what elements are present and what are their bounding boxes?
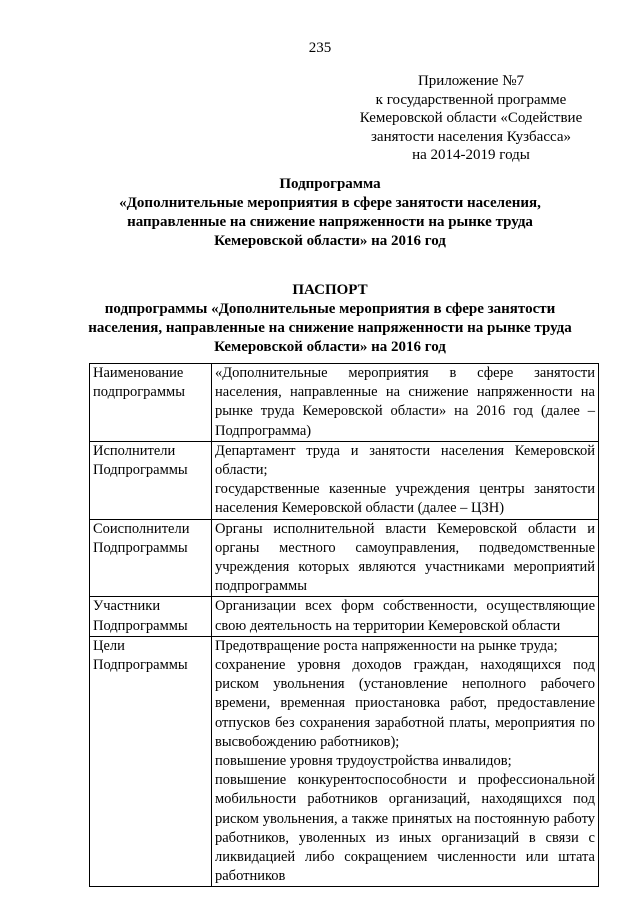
row-label: Соисполнители Подпрограммы bbox=[90, 519, 212, 597]
passport-title-line: населения, направленные на снижение напряженности на рынке труда bbox=[88, 320, 572, 336]
table-row bbox=[90, 519, 599, 597]
content-paragraph: Органы исполнительной власти Кемеровской области и органы местного самоуправления, подведомственные учреждения которых являются участниками мероприятий подпрограммы bbox=[215, 520, 595, 595]
appendix-line: занятости населения Кузбасса» bbox=[370, 128, 571, 145]
content-paragraph: государственные казенные учреждения центры занятости населения Кемеровской области (далее – ЦЗН) bbox=[215, 481, 595, 517]
passport-title-line: подпрограммы «Дополнительные мероприятия в сфере занятости bbox=[104, 301, 556, 317]
row-content bbox=[212, 441, 599, 519]
appendix-line: на 2014-2019 годы bbox=[412, 147, 530, 163]
row-content bbox=[212, 597, 599, 636]
row-label: Наименование подпрограммы bbox=[90, 364, 212, 442]
content-paragraph: повышение уровня трудоустройства инвалидов; bbox=[215, 753, 512, 770]
content-paragraph: Департамент труда и занятости населения Кемеровской области; bbox=[215, 442, 595, 479]
content-paragraph: повышение конкурентоспособности и профессиональной мобильности работников организаций, находящихся под риском увольнения, а также принятых на постоянную работу работников, уволенных из иных организаций в связи с ликвидацией либо сокращением численности или штата работников bbox=[215, 772, 595, 885]
row-content bbox=[212, 636, 599, 887]
row-content bbox=[212, 364, 599, 442]
content-paragraph: Предотвращение роста напряженности на рынке труда; bbox=[215, 637, 558, 654]
passport-table bbox=[89, 363, 599, 887]
subprogram-title-line: Кемеровской области» на 2016 год bbox=[214, 233, 446, 249]
content-paragraph: Организации всех форм собственности, осуществляющие свою деятельность на территории Кемеровской области bbox=[215, 598, 595, 634]
passport-title-line: Кемеровской области» на 2016 год bbox=[214, 339, 446, 355]
row-content bbox=[212, 519, 599, 597]
passport-title bbox=[60, 281, 600, 357]
table-row bbox=[90, 441, 599, 519]
row-label: Цели Подпрограммы bbox=[90, 636, 212, 887]
appendix-line: к государственной программе bbox=[375, 91, 567, 108]
table-row bbox=[90, 636, 599, 887]
row-label: Исполнители Подпрограммы bbox=[90, 441, 212, 519]
subprogram-title-line: Подпрограмма bbox=[279, 176, 381, 192]
appendix-line: Кемеровской области «Содействие bbox=[359, 110, 583, 126]
page-number: 235 bbox=[308, 40, 332, 56]
subprogram-title bbox=[60, 175, 600, 251]
table-row bbox=[90, 597, 599, 636]
content-paragraph: «Дополнительные мероприятия в сфере занятости населения, направленные на снижение напряженности на рынке труда Кемеровской области» на 2016 год (далее – Подпрограмма) bbox=[215, 365, 595, 439]
subprogram-title-line: «Дополнительные мероприятия в сфере занятости населения, bbox=[119, 195, 541, 211]
appendix-note bbox=[330, 72, 612, 165]
appendix-line: Приложение №7 bbox=[417, 73, 525, 89]
content-paragraph: сохранение уровня доходов граждан, находящихся под риском увольнения (установление неполного рабочего времени, временная приостановка работ, предоставление отпусков без сохранения заработной платы, мероприятия по высвобождению работников); bbox=[215, 657, 595, 750]
row-label: Участники Подпрограммы bbox=[90, 597, 212, 636]
table-row bbox=[90, 364, 599, 442]
passport-title-line: ПАСПОРТ bbox=[292, 282, 368, 298]
subprogram-title-line: направленные на снижение напряженности на рынке труда bbox=[127, 214, 533, 230]
